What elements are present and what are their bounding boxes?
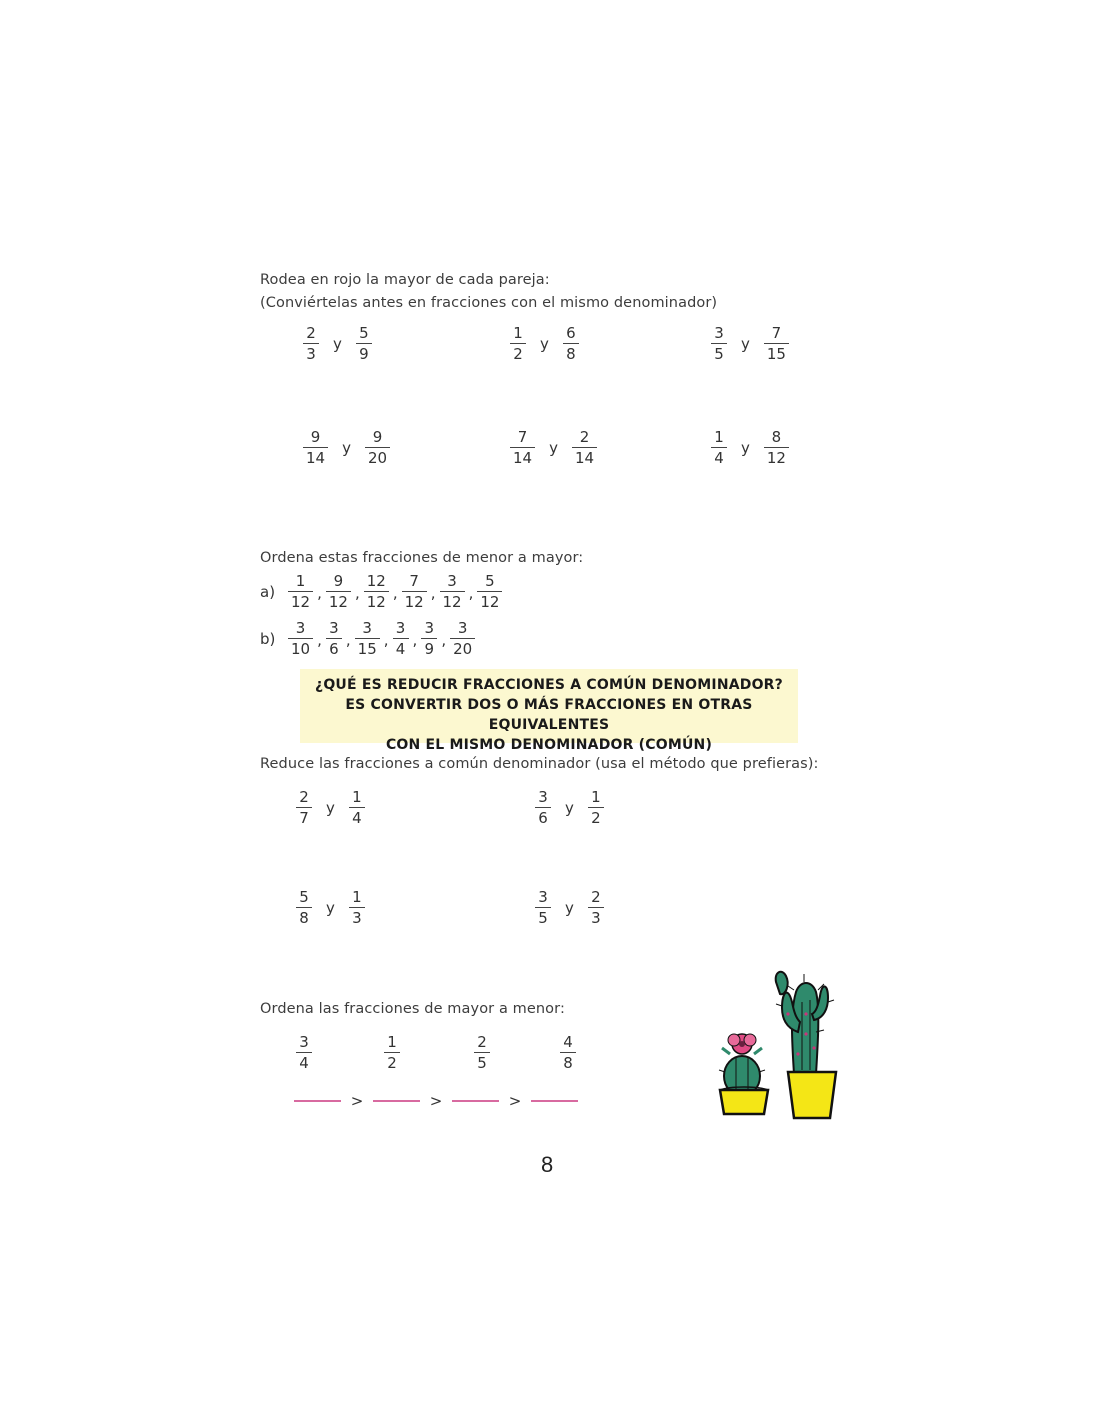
instruction-section1-line2: (Conviértelas antes en fracciones con el mismo denominador) bbox=[260, 295, 718, 311]
fraction: $\frac{3}{10}$ bbox=[288, 620, 313, 657]
separator: , bbox=[468, 583, 474, 602]
cactus-pots-icon bbox=[716, 962, 844, 1122]
compare-pair-3[interactable] bbox=[711, 325, 789, 362]
answer-blank[interactable] bbox=[373, 1100, 420, 1102]
separator: , bbox=[383, 630, 389, 649]
greater-than-sign: > bbox=[350, 1092, 364, 1110]
instruction-section2: Ordena estas fracciones de menor a mayor: bbox=[260, 550, 584, 566]
fraction: $\frac{1}{3}$ bbox=[349, 889, 365, 926]
fraction: $\frac{1}{4}$ bbox=[711, 429, 727, 466]
info-box bbox=[300, 669, 798, 753]
fraction: $\frac{3}{12}$ bbox=[440, 573, 465, 610]
fraction: $\frac{1}{2}$ bbox=[510, 325, 526, 362]
separator: , bbox=[354, 583, 360, 602]
fraction: 4 8 bbox=[560, 1034, 576, 1071]
compare-pair-1[interactable] bbox=[303, 325, 372, 362]
info-box-line3: CON EL MISMO DENOMINADOR (COMÚN) bbox=[385, 737, 713, 753]
answer-blank[interactable] bbox=[531, 1100, 578, 1102]
conjunction: y bbox=[741, 438, 750, 457]
fraction: $\frac{3}{6}$ bbox=[326, 620, 342, 657]
fraction: $\frac{1}{4}$ bbox=[349, 789, 365, 826]
reduce-pair-2[interactable] bbox=[535, 789, 604, 826]
fraction: $\frac{8}{12}$ bbox=[764, 429, 789, 466]
separator: , bbox=[317, 583, 322, 602]
fraction: 2 5 bbox=[474, 1034, 490, 1071]
greater-than-sign: > bbox=[508, 1092, 522, 1110]
conjunction: y bbox=[565, 798, 574, 817]
separator: , bbox=[392, 583, 398, 602]
order-row-a bbox=[260, 573, 502, 610]
conjunction: y bbox=[342, 438, 351, 457]
small-pot bbox=[720, 1090, 768, 1114]
compare-pair-5[interactable] bbox=[510, 429, 597, 466]
page-number: 8 bbox=[541, 1152, 554, 1177]
info-box-line2: ES CONVERTIR DOS O MÁS FRACCIONES EN OTRAS EQUIVALENTES bbox=[345, 697, 753, 733]
fraction: $\frac{3}{15}$ bbox=[355, 620, 380, 657]
fraction: 3 4 bbox=[296, 1034, 312, 1071]
fraction: $\frac{2}{3}$ bbox=[588, 889, 604, 926]
instruction-section3: Reduce las fracciones a común denominador (usa el método que prefieras): bbox=[260, 756, 819, 772]
separator: , bbox=[430, 583, 436, 602]
fraction: $\frac{9}{14}$ bbox=[303, 429, 328, 466]
fraction: $\frac{9}{12}$ bbox=[326, 573, 351, 610]
fraction: $\frac{2}{3}$ bbox=[303, 325, 319, 362]
separator: , bbox=[412, 630, 418, 649]
fraction: $\frac{12}{12}$ bbox=[364, 573, 389, 610]
fraction: $\frac{5}{9}$ bbox=[356, 325, 372, 362]
conjunction: y bbox=[540, 334, 549, 353]
fraction: $\frac{3}{5}$ bbox=[711, 325, 727, 362]
instruction-section4: Ordena las fracciones de mayor a menor: bbox=[260, 1001, 565, 1017]
conjunction: y bbox=[326, 798, 335, 817]
separator: , bbox=[345, 630, 351, 649]
separator: , bbox=[441, 630, 447, 649]
conjunction: y bbox=[326, 898, 335, 917]
reduce-pair-4[interactable] bbox=[535, 889, 604, 926]
answer-blank[interactable] bbox=[294, 1100, 341, 1102]
tall-cactus bbox=[776, 972, 834, 1074]
conjunction: y bbox=[565, 898, 574, 917]
fraction: $\frac{7}{15}$ bbox=[764, 325, 789, 362]
tall-pot bbox=[788, 1072, 836, 1118]
compare-pair-4[interactable] bbox=[303, 429, 390, 466]
conjunction: y bbox=[333, 334, 342, 353]
fraction: $\frac{7}{12}$ bbox=[402, 573, 427, 610]
fraction: $\frac{2}{7}$ bbox=[296, 789, 312, 826]
fraction: $\frac{1}{12}$ bbox=[288, 573, 313, 610]
row-label: b) bbox=[260, 629, 276, 648]
fraction: $\frac{9}{20}$ bbox=[365, 429, 390, 466]
instruction-section1-line1: Rodea en rojo la mayor de cada pareja: bbox=[260, 272, 550, 288]
order-row-b bbox=[260, 620, 475, 657]
fraction: $\frac{1}{2}$ bbox=[588, 789, 604, 826]
conjunction: y bbox=[741, 334, 750, 353]
fraction: $\frac{5}{12}$ bbox=[477, 573, 502, 610]
fraction: $\frac{5}{8}$ bbox=[296, 889, 312, 926]
compare-pair-6[interactable] bbox=[711, 429, 789, 466]
fraction: $\frac{3}{6}$ bbox=[535, 789, 551, 826]
fraction: $\frac{6}{8}$ bbox=[563, 325, 579, 362]
row-label: a) bbox=[260, 582, 276, 601]
fraction: $\frac{2}{14}$ bbox=[572, 429, 597, 466]
answer-order-row[interactable] bbox=[294, 1092, 578, 1110]
fraction: 1 2 bbox=[384, 1034, 400, 1071]
conjunction: y bbox=[549, 438, 558, 457]
fraction: $\frac{3}{9}$ bbox=[421, 620, 437, 657]
reduce-pair-1[interactable] bbox=[296, 789, 365, 826]
separator: , bbox=[317, 630, 322, 649]
fraction: $\frac{3}{5}$ bbox=[535, 889, 551, 926]
compare-pair-2[interactable] bbox=[510, 325, 579, 362]
fraction: $\frac{7}{14}$ bbox=[510, 429, 535, 466]
reduce-pair-3[interactable] bbox=[296, 889, 365, 926]
greater-than-sign: > bbox=[429, 1092, 443, 1110]
fraction: $\frac{3}{20}$ bbox=[450, 620, 475, 657]
info-box-line1: ¿QUÉ ES REDUCIR FRACCIONES A COMÚN DENOMINADOR? bbox=[315, 677, 783, 693]
fraction: $\frac{3}{4}$ bbox=[393, 620, 409, 657]
answer-blank[interactable] bbox=[452, 1100, 499, 1102]
